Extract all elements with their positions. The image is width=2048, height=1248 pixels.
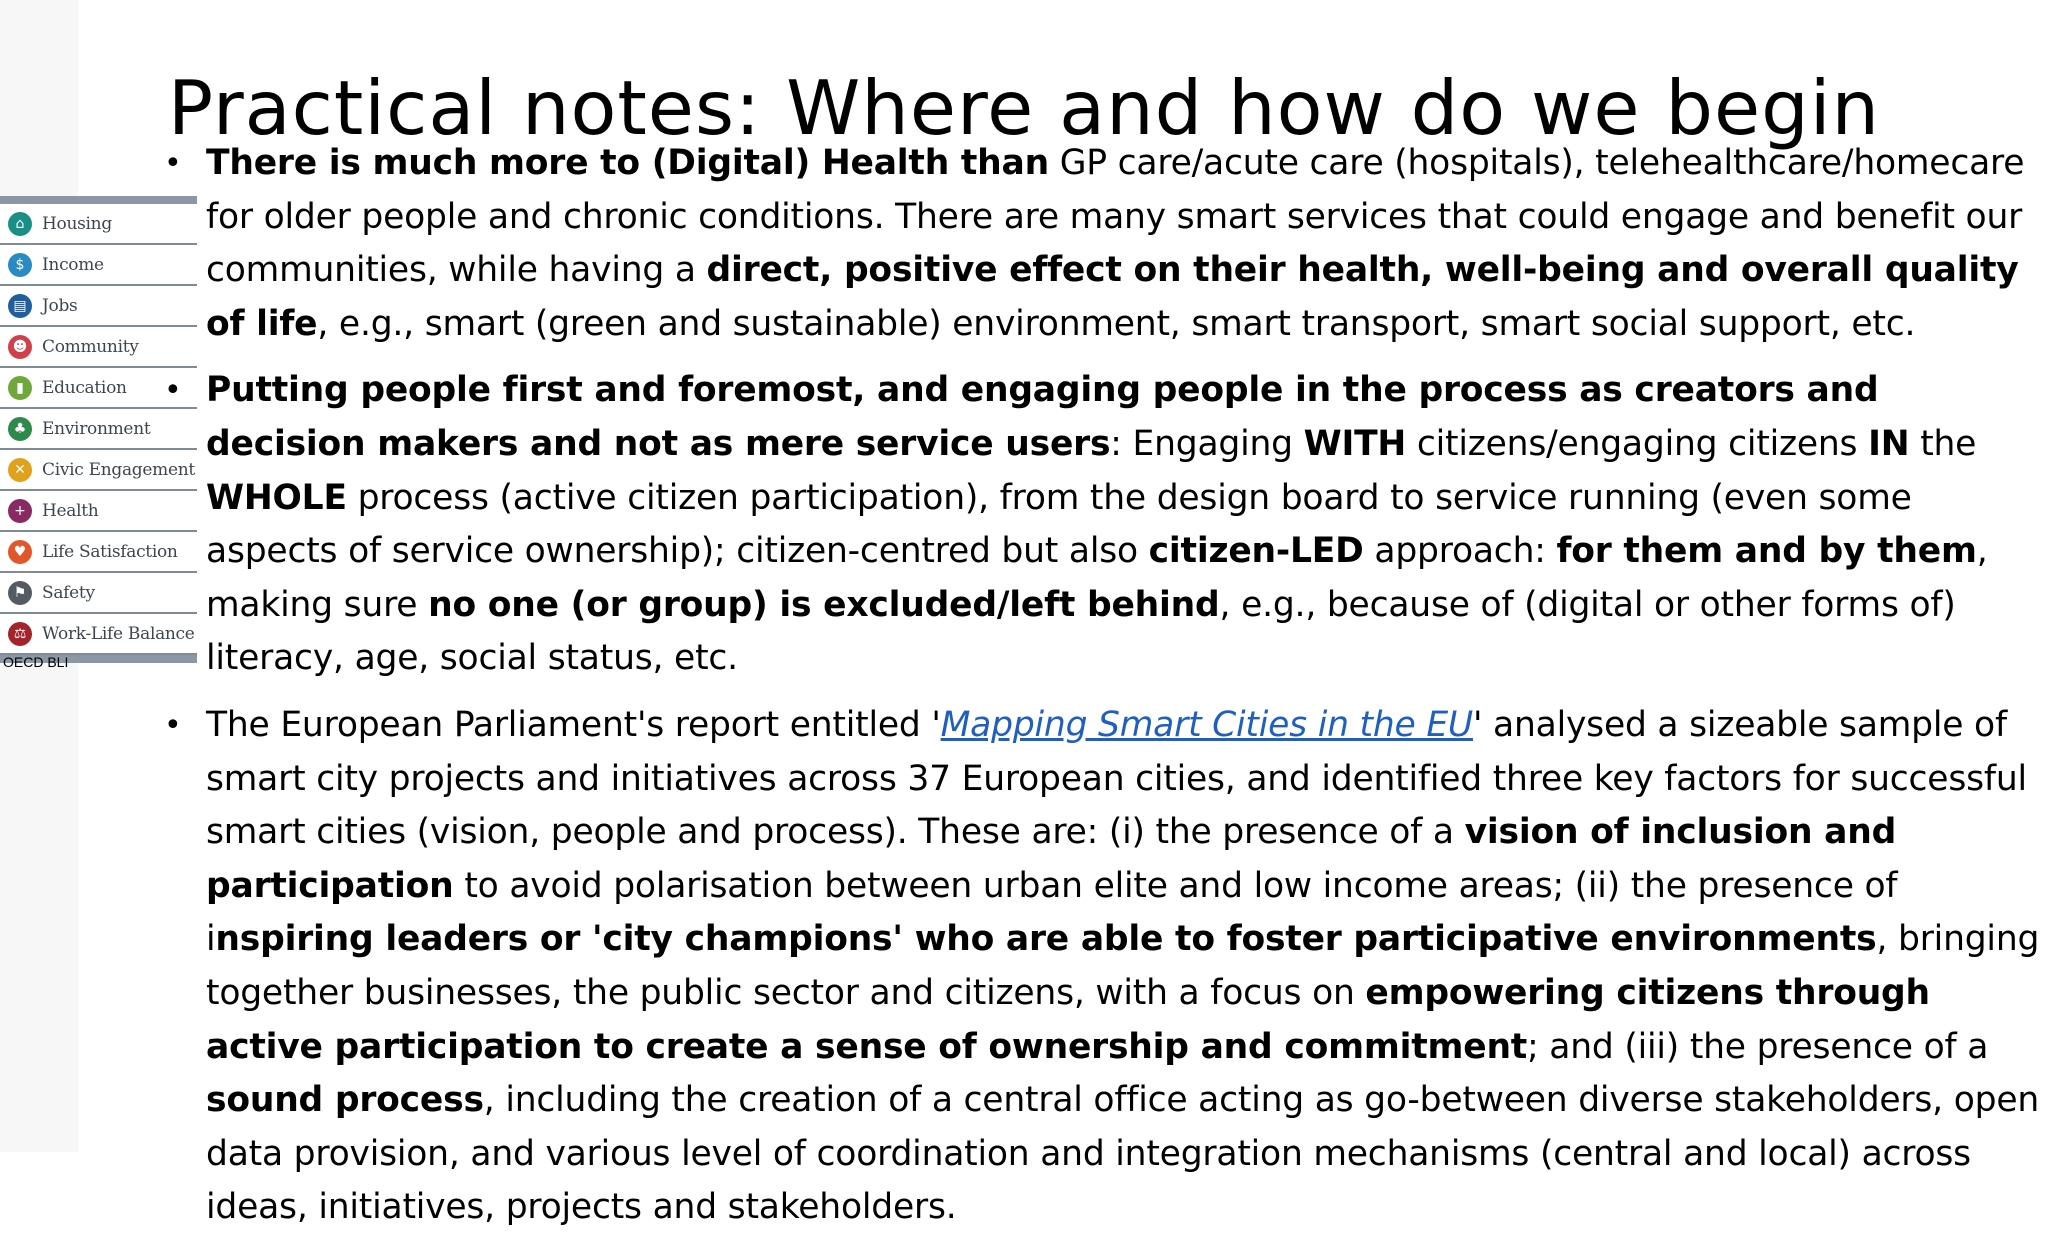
bullet-2-text-6: , making sure [206,531,1988,625]
bullet-3-text-6: , including the creation of a central office acting as go-between diverse stakeholders, open data provision, and various level of coordination and integration mechanisms (central and local) across ideas, initiatives, projects and stakeholders. [206,1080,2040,1228]
bullet-3-text-3: to avoid polarisation between urban elite and low income areas; (ii) the presence of i [206,865,1898,960]
bullet-3-bold-4: sound process [206,1080,484,1121]
scale-icon: ⚖ [8,622,32,646]
bullet-european-parliament [164,699,2046,1235]
bullet-dot: • [164,146,182,181]
house-icon: ⌂ [8,212,32,236]
bli-item-label: Work-Life Balance [42,623,195,644]
bullet-3-text-2: ' analysed a sizeable sample of smart city projects and initiatives across 37 European cities, and identified three key factors for successful smart cities (vision, people and process). These are: (i) the presence of a [206,704,2027,853]
bullet-1-text-2: , e.g., smart (green and sustainable) environment, smart transport, smart social support, etc. [317,303,1916,344]
bli-item-label: Income [42,254,104,275]
bli-list [0,204,197,655]
bullet-digital-health [164,137,2046,351]
heart-icon: ♥ [8,540,32,564]
bli-item-label: Jobs [42,295,78,316]
bullet-3-text-5: ; and (iii) the presence of a [1527,1026,1989,1067]
bullet-3-text-1: The European Parliament's report entitled ' [206,704,941,745]
bullet-people-first [164,364,2046,686]
report-link[interactable]: Mapping Smart Cities in the EU [940,704,1473,745]
slide-title: Practical notes: Where and how do we begin [167,64,1881,153]
book-icon: ▮ [8,376,32,400]
cross-icon: + [8,499,32,523]
money-icon: $ [8,253,32,277]
bullet-dot: • [164,707,182,743]
bullet-2-text-7: , e.g., because of (digital or other forms of) literacy, age, social status, etc. [206,584,1956,679]
bullet-3-bold-1: vision of inclusion and participation [206,812,1897,906]
bullet-2-text-5: approach: [1363,531,1557,572]
bullet-2-bold-6: for them and by them [1556,531,1977,572]
bullet-dot: • [164,373,182,409]
bli-item-safety [0,573,197,614]
bullet-2-bold-5: citizen-LED [1148,531,1364,572]
bullet-2-text-2: citizens/engaging citizens [1406,423,1869,464]
walker-icon: ⚑ [8,581,32,605]
bullet-3-bold-2: nspiring leaders or 'city champions' who are able to foster participative environments [215,919,1877,960]
bullet-2-bold-2: WITH [1303,423,1407,464]
bullet-1-bold-1: There is much more to (Digital) Health than [206,143,1049,183]
bullet-1-bold-2: direct, positive effect on their health, well-being and overall quality of life [206,250,2019,344]
tree-icon: ♣ [8,417,32,441]
bli-item-housing [0,204,197,245]
bli-item-label: Housing [42,213,112,234]
bullet-2-text-1: : Engaging [1110,423,1304,464]
bullet-list [164,137,2046,1248]
bli-caption: OECD BLI [3,654,69,670]
bli-item-income [0,245,197,286]
bullet-2-bold-3: IN [1868,423,1910,464]
bli-item-label: Safety [42,582,95,603]
bli-item-label: Health [42,500,99,521]
bli-item-label: Education [42,377,127,398]
ballot-icon: ✕ [8,458,32,482]
bullet-2-bold-7: no one (or group) is excluded/left behind [428,584,1220,625]
bli-item-label: Environment [42,418,151,439]
bli-item-label: Community [42,336,139,357]
bli-item-health [0,491,197,532]
bullet-2-bold-4: WHOLE [206,477,347,518]
briefcase-icon: ▤ [8,294,32,318]
bli-item-label: Civic Engagement [42,459,195,480]
bullet-2-bold-1: Putting people first and foremost, and engaging people in the process as creators and decision makers and not as mere service users [206,370,1879,464]
oecd-bli-panel [0,196,197,663]
bullet-2-text-4: process (active citizen participation), from the design board to service running (even some aspects of service ownership); citizen-centred but also [206,477,1912,572]
bli-item-jobs [0,286,197,327]
people-icon: ☻ [8,335,32,359]
bli-item-work-life-balance [0,614,197,655]
bullet-3-bold-3: empowering citizens through active participation to create a sense of ownership and commitment [206,972,1930,1067]
bli-item-life-satisfaction [0,532,197,573]
bullet-3-text-4: , bringing together businesses, the public sector and citizens, with a focus on [206,919,2040,1013]
bullet-2-text-3: the [1909,423,1977,464]
bli-item-label: Life Satisfaction [42,541,178,562]
bli-item-civic-engagement [0,450,197,491]
bli-top-bar [0,196,197,204]
bli-item-community [0,327,197,368]
bullet-1-text-1: GP care/acute care (hospitals), telehealthcare/homecare for older people and chronic conditions. There are many smart services that could engage and benefit our communities, while having a [206,143,2025,291]
